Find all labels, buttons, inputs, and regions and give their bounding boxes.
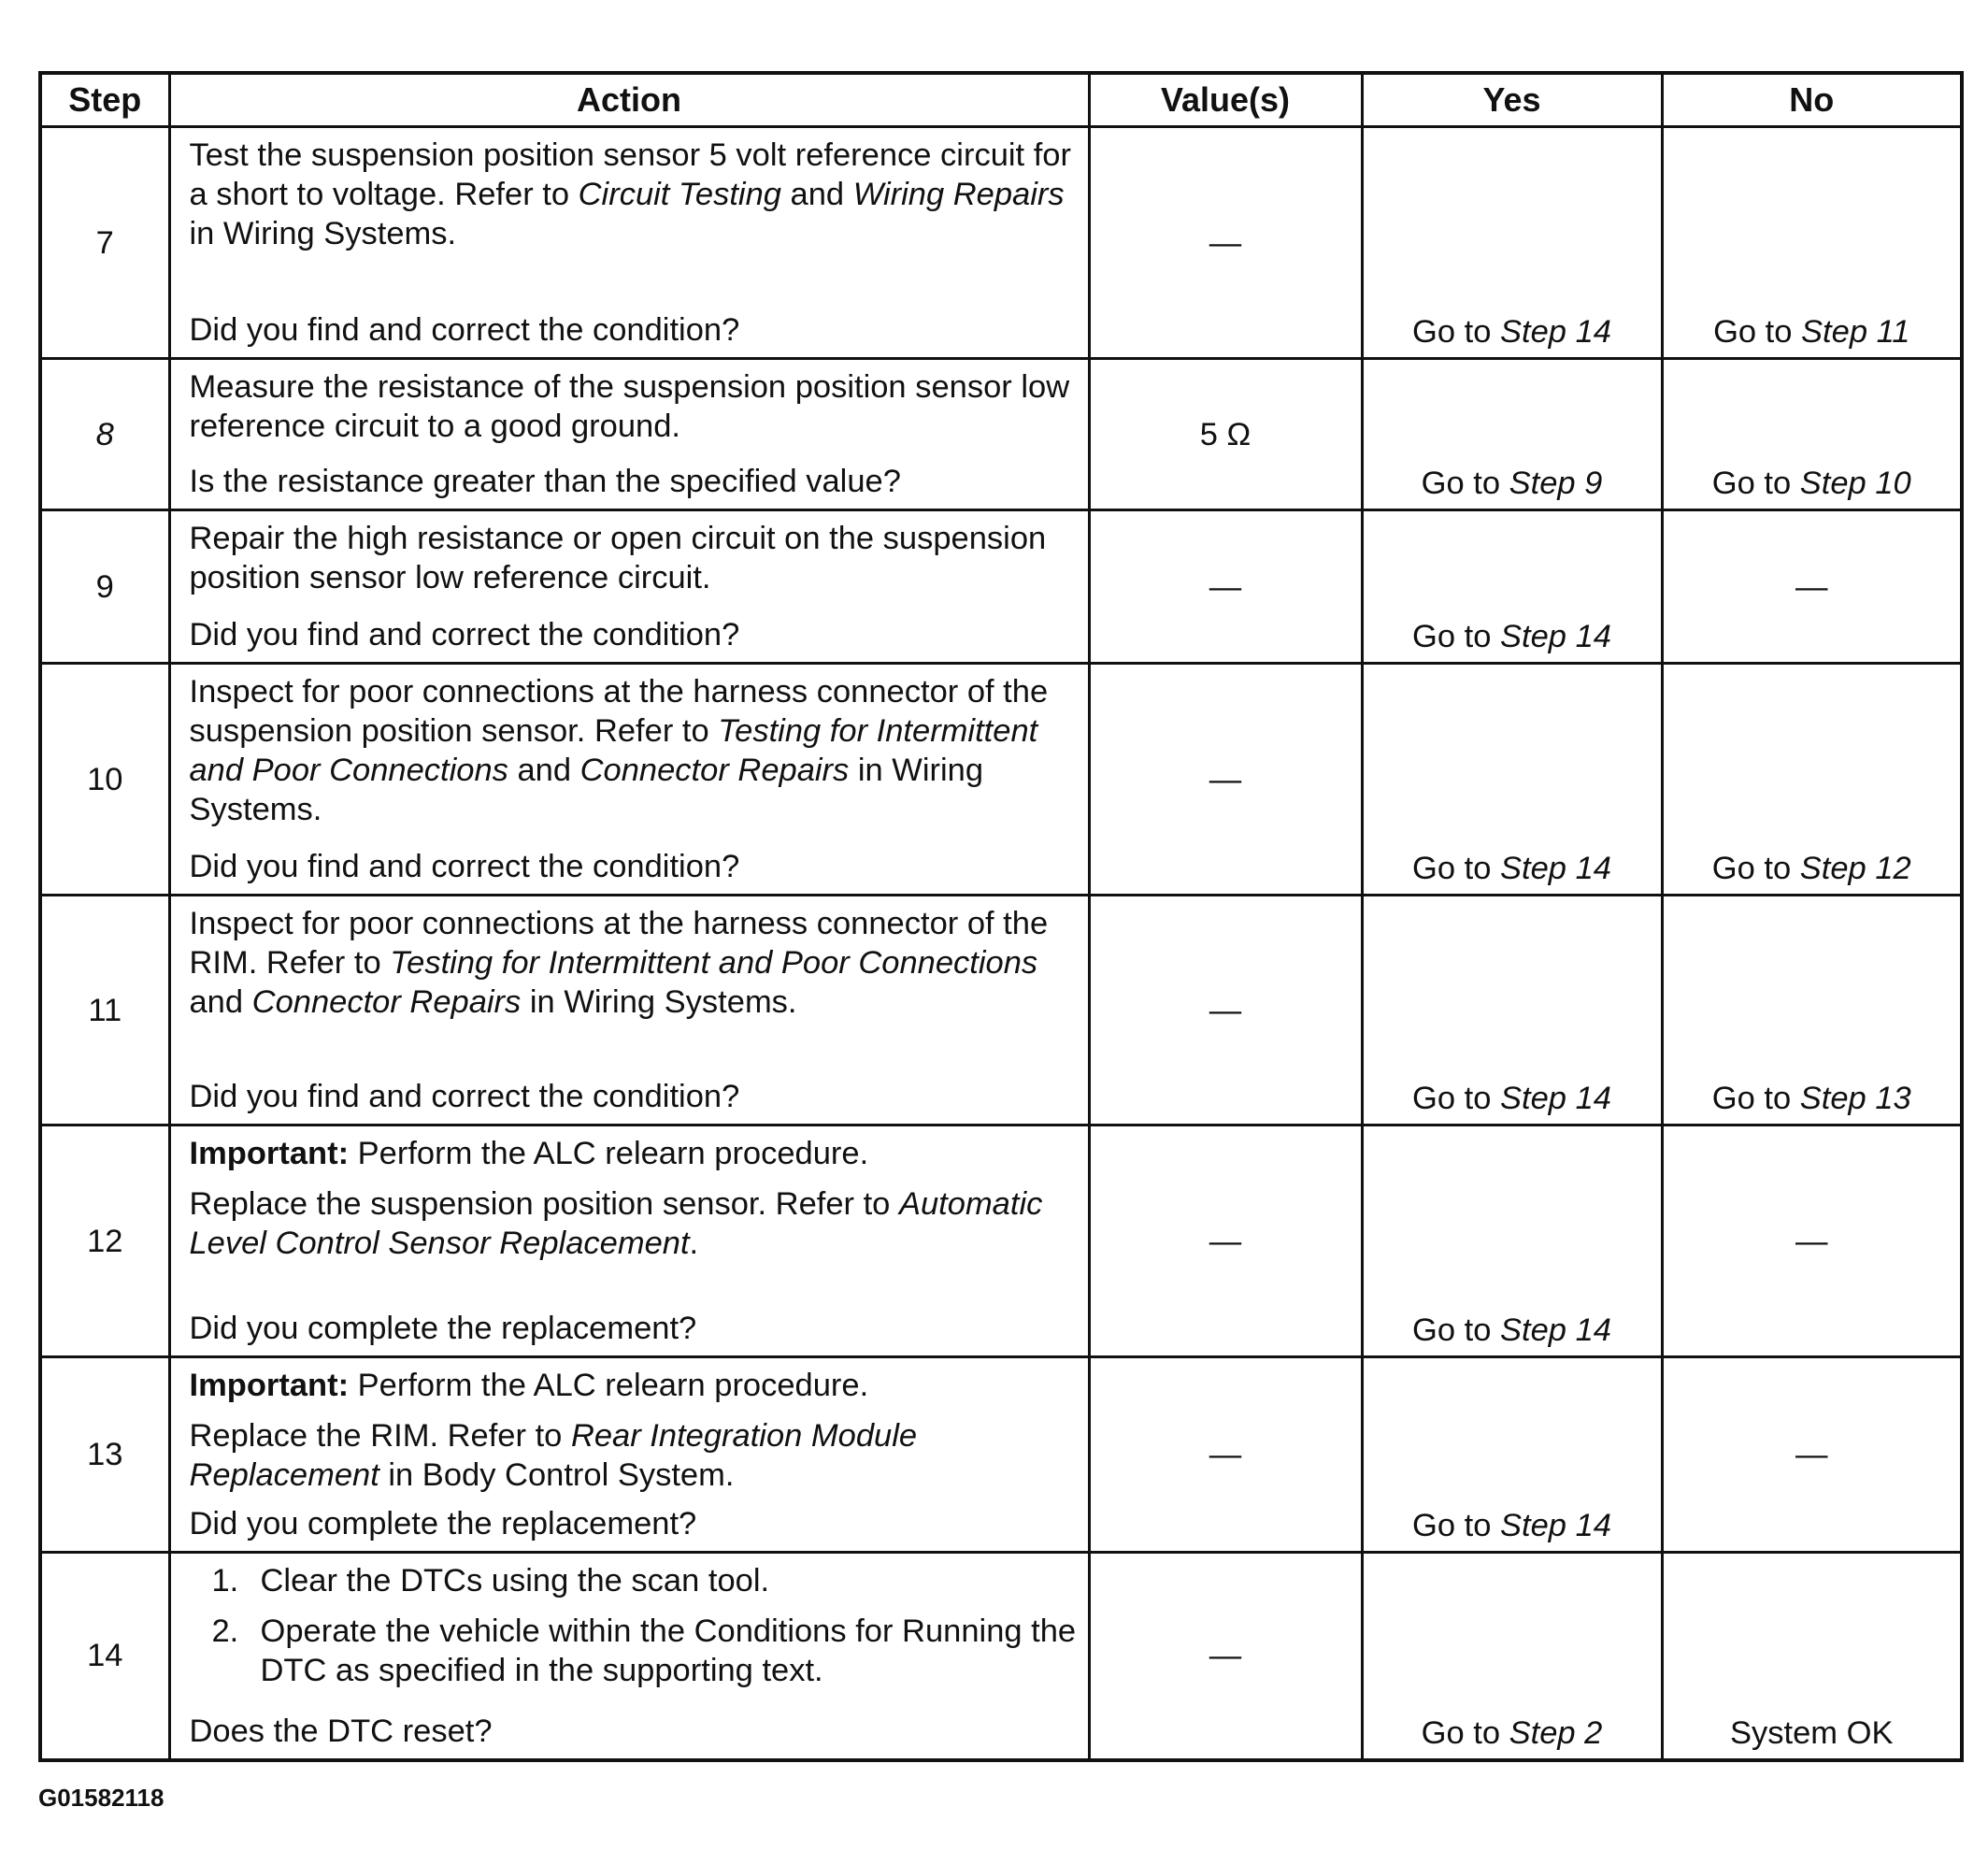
action-instruction: Test the suspension position sensor 5 volt reference circuit for a short to voltage. Refer to Circuit Testing and Wiring Repairs in Wiring Systems. (189, 137, 1071, 251)
action-instruction: Inspect for poor connections at the harness connector of the suspension position sensor. Refer to Testing for Intermittent and Poor Connections and Connector Repairs in Wiring Systems. (189, 674, 1049, 827)
no-cell: Go to Step 13 (1662, 896, 1962, 1126)
step-reference: Step 11 (1801, 314, 1910, 350)
step-reference: Step 14 (1500, 1508, 1611, 1543)
table-row (40, 664, 1962, 896)
action-question: Did you find and correct the condition? (189, 312, 740, 348)
value-cell: — (1089, 1553, 1362, 1760)
value-cell: — (1089, 1126, 1362, 1357)
figure-id: G01582118 (38, 1784, 164, 1812)
table-row (40, 1126, 1962, 1357)
step-reference: Step 14 (1500, 314, 1611, 350)
no-cell: Go to Step 11 (1662, 127, 1962, 359)
reference-link: Connector Repairs (579, 753, 850, 788)
important-label: Important: (189, 1368, 350, 1403)
reference-link: Automatic Level Control Sensor Replacement (189, 1186, 1043, 1261)
no-cell: — (1662, 1357, 1962, 1553)
action-cell (169, 664, 1089, 896)
important-note: Important: Perform the ALC relearn procedure. (189, 1368, 869, 1403)
table-row (40, 127, 1962, 359)
list-item: 1. Clear the DTCs using the scan tool. (211, 1563, 770, 1599)
no-cell: Go to Step 10 (1662, 359, 1962, 510)
reference-link: Wiring Repairs (852, 177, 1065, 212)
header-yes: Yes (1362, 73, 1662, 127)
step-number: 11 (40, 896, 169, 1126)
diagnostic-table (38, 71, 1964, 1762)
reference-link: Testing for Intermittent and Poor Connections (390, 945, 1038, 981)
action-cell (169, 1357, 1089, 1553)
header-step: Step (40, 73, 169, 127)
step-number: 14 (40, 1553, 169, 1760)
action-instruction: Inspect for poor connections at the harness connector of the RIM. Refer to Testing for Intermittent and Poor Connections and Connector Repairs in Wiring Systems. (189, 906, 1049, 1020)
value-cell: — (1089, 127, 1362, 359)
step-number: 12 (40, 1126, 169, 1357)
step-reference: Step 9 (1509, 466, 1603, 501)
no-cell: — (1662, 1126, 1962, 1357)
action-question: Did you find and correct the condition? (189, 1079, 740, 1114)
yes-cell: Go to Step 14 (1362, 510, 1662, 664)
header-row (40, 73, 1962, 127)
yes-cell: Go to Step 14 (1362, 664, 1662, 896)
no-cell: Go to Step 12 (1662, 664, 1962, 896)
action-question: Did you find and correct the condition? (189, 617, 740, 652)
value-cell: — (1089, 896, 1362, 1126)
action-instruction: Repair the high resistance or open circuit on the suspension position sensor low reference circuit. (189, 521, 1047, 595)
step-reference: Step 14 (1500, 1081, 1611, 1116)
action-cell (169, 510, 1089, 664)
step-reference: Step 10 (1799, 466, 1911, 501)
step-reference: Step 13 (1799, 1081, 1911, 1116)
action-cell (169, 896, 1089, 1126)
yes-cell: Go to Step 2 (1362, 1553, 1662, 1760)
important-note: Important: Perform the ALC relearn procedure. (189, 1136, 869, 1171)
header-values: Value(s) (1089, 73, 1362, 127)
action-question: Did you complete the replacement? (189, 1311, 697, 1346)
yes-cell: Go to Step 14 (1362, 896, 1662, 1126)
reference-link: Connector Repairs (251, 984, 522, 1020)
header-action: Action (169, 73, 1089, 127)
table-row (40, 896, 1962, 1126)
reference-link: Rear Integration Module Replacement (189, 1418, 918, 1493)
yes-cell: Go to Step 14 (1362, 1126, 1662, 1357)
table-row (40, 510, 1962, 664)
action-cell (169, 1126, 1089, 1357)
action-cell (169, 1553, 1089, 1760)
action-question: Is the resistance greater than the specified value? (189, 464, 901, 499)
action-question: Did you complete the replacement? (189, 1506, 697, 1541)
no-cell: System OK (1662, 1553, 1962, 1760)
step-number: 7 (40, 127, 169, 359)
step-reference: Step 12 (1799, 851, 1911, 886)
table-row (40, 1553, 1962, 1760)
value-cell: — (1089, 1357, 1362, 1553)
step-reference: Step 2 (1509, 1714, 1603, 1751)
action-question: Does the DTC reset? (189, 1713, 493, 1749)
step-number: 8 (40, 359, 169, 510)
action-question: Did you find and correct the condition? (189, 849, 740, 884)
step-number: 9 (40, 510, 169, 664)
no-cell: — (1662, 510, 1962, 664)
step-reference: Step 14 (1500, 619, 1611, 654)
action-instruction: Replace the suspension position sensor. Refer to Automatic Level Control Sensor Replacement. (189, 1186, 1043, 1261)
value-cell: — (1089, 510, 1362, 664)
table-row (40, 1357, 1962, 1553)
yes-cell: Go to Step 14 (1362, 127, 1662, 359)
value-cell: 5 Ω (1089, 359, 1362, 510)
action-cell (169, 359, 1089, 510)
list-item: 2. Operate the vehicle within the Conditions for Running the DTC as specified in the supporting text. (211, 1613, 1077, 1688)
action-cell (169, 127, 1089, 359)
step-reference: Step 14 (1500, 851, 1611, 886)
table-row (40, 359, 1962, 510)
step-reference: Step 14 (1500, 1312, 1611, 1348)
step-number: 10 (40, 664, 169, 896)
value-cell: — (1089, 664, 1362, 896)
step-number: 13 (40, 1357, 169, 1553)
important-label: Important: (189, 1136, 350, 1171)
reference-link: Testing for Intermittent and Poor Connections (189, 713, 1038, 788)
reference-link: Circuit Testing (578, 177, 781, 212)
yes-cell: Go to Step 9 (1362, 359, 1662, 510)
action-instruction: Replace the RIM. Refer to Rear Integration Module Replacement in Body Control System. (189, 1418, 918, 1493)
yes-cell: Go to Step 14 (1362, 1357, 1662, 1553)
action-instruction: Measure the resistance of the suspension position sensor low reference circuit to a good ground. (189, 369, 1070, 444)
header-no: No (1662, 73, 1962, 127)
action-steps-list (190, 1561, 1077, 1690)
